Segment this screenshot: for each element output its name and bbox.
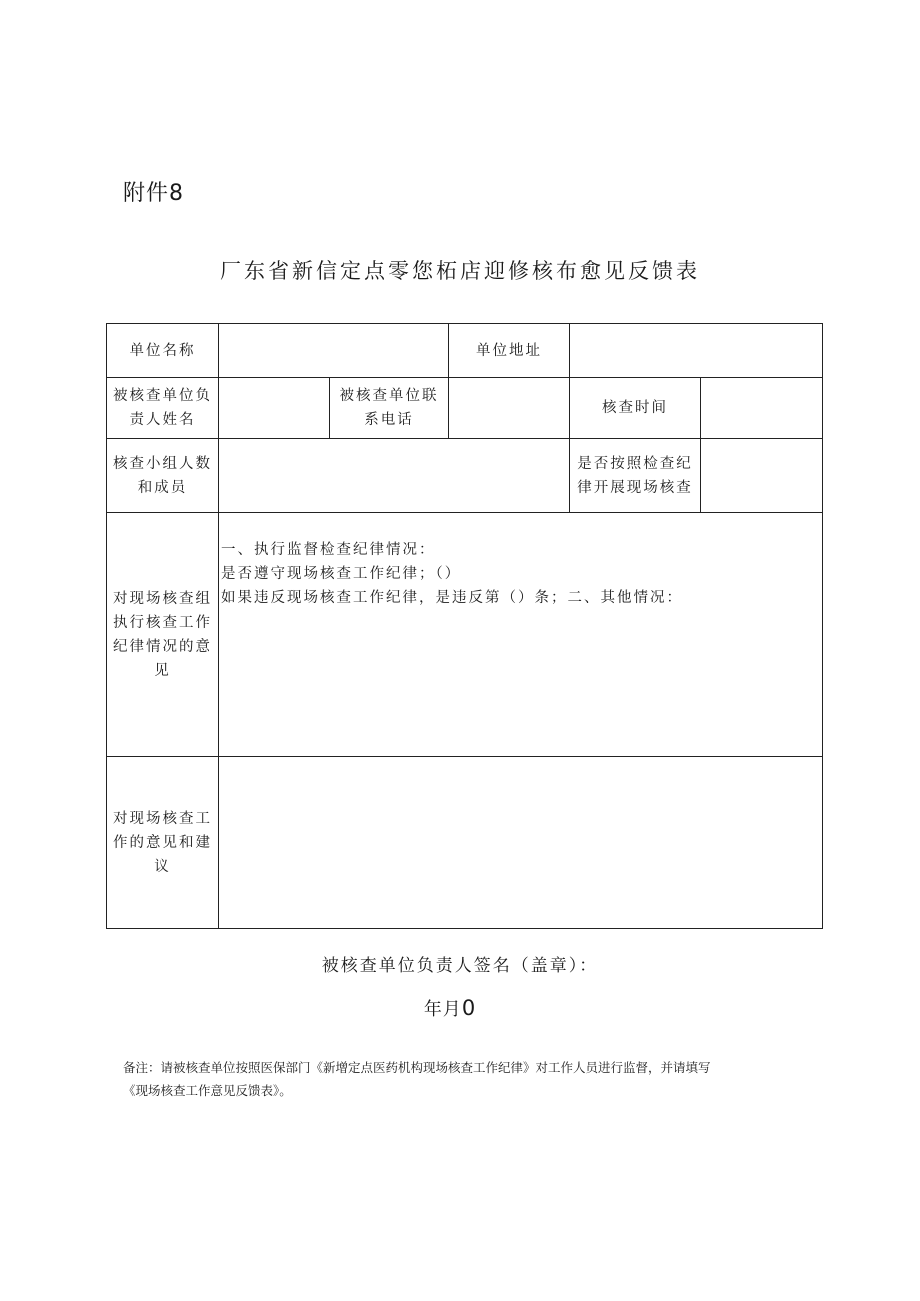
discipline-opinion-field[interactable]	[219, 513, 822, 756]
leader-name-label: 被核查单位负责人姓名	[113, 388, 212, 428]
discipline-line-1: 一、执行监督检查纪律情况：	[221, 542, 436, 558]
team-label: 核查小组人数和成员	[113, 455, 212, 496]
unit-address-label: 单位地址	[476, 342, 542, 359]
contact-phone-field[interactable]	[449, 378, 569, 438]
date-line	[0, 995, 900, 1021]
table-border-right	[822, 323, 823, 929]
check-time-field[interactable]	[701, 378, 822, 438]
unit-address-field[interactable]	[570, 324, 822, 377]
contact-phone-label: 被核查单位联系电话	[339, 388, 439, 428]
signature-line: 被核查单位负责人签名（盖章）：	[321, 956, 599, 976]
discipline-line-2: 是否遵守现场核查工作纪律；（）	[221, 566, 462, 582]
followed-discipline-field[interactable]	[701, 439, 822, 512]
discipline-opinion-label: 对现场核查组执行核查工作纪律情况的意见	[113, 590, 212, 679]
form-title: 厂东省新信定点零您柘店迎修核布愈见反馈表	[220, 259, 700, 283]
attachment-label: 附件8	[123, 181, 184, 206]
date-text: 年月	[423, 999, 462, 1020]
unit-name-field[interactable]	[219, 324, 448, 377]
unit-name-label: 单位名称	[129, 342, 196, 359]
date-mark: 0	[461, 996, 477, 1020]
table-border-bottom	[106, 928, 823, 929]
team-field[interactable]	[219, 439, 569, 512]
followed-discipline-label: 是否按照检查纪律开展现场核查	[577, 455, 693, 496]
leader-name-field[interactable]	[219, 378, 329, 438]
remark-note	[123, 1056, 823, 1102]
discipline-line-3: 如果违反现场核查工作纪律，是违反第（）条；二、其他情况：	[221, 590, 683, 606]
remark-line-2: 《现场核查工作意见反馈表》。	[123, 1083, 292, 1098]
check-time-label: 核查时间	[602, 400, 668, 416]
suggestions-field[interactable]	[219, 757, 822, 928]
remark-line-1: 备注：请被核查单位按照医保部门《新增定点医药机构现场核查工作纪律》对工作人员进行监督，并请填写	[123, 1060, 711, 1075]
suggestions-label: 对现场核查工作的意见和建议	[113, 810, 212, 875]
